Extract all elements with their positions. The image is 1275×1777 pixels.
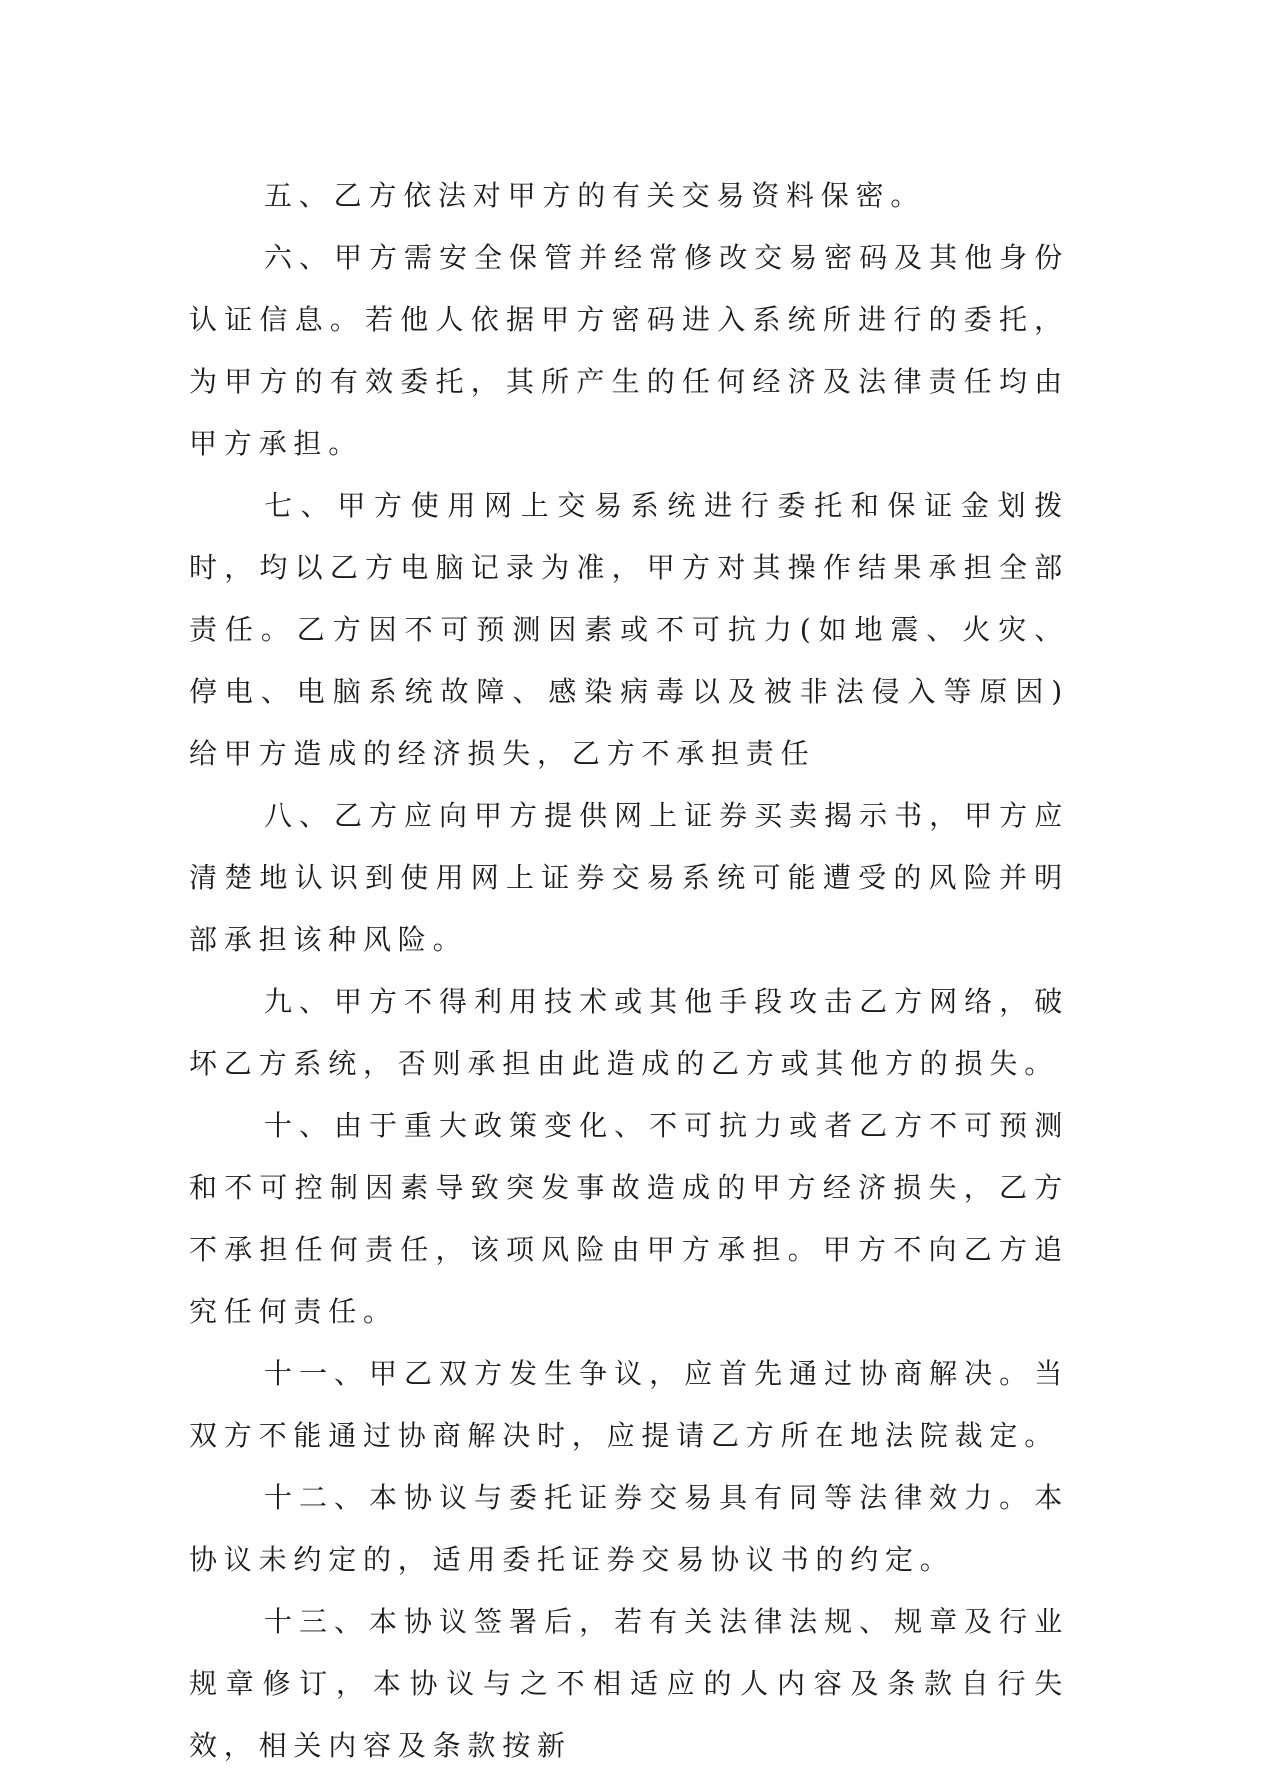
clause-5: 五、乙方依法对甲方的有关交易资料保密。 <box>264 179 926 212</box>
clause-6: 六、甲方需安全保管并经常修改交易密码及其他身份认证信息。若他人依据甲方密码进入系统所进行的委托，为甲方的有效委托，其所产生的任何经济及法律责任均由甲方承担。 <box>189 241 1069 460</box>
clause-12: 十二、本协议与委托证券交易具有同等法律效力。本协议未约定的，适用委托证券交易协议书的约定。 <box>189 1481 1069 1576</box>
document-body <box>189 165 1069 1777</box>
clause-13: 十三、本协议签署后，若有关法律法规、规章及行业规章修订，本协议与之不相适应的人内容及条款自行失效，相关内容及条款按新 <box>189 1605 1069 1762</box>
clause-11: 十一、甲乙双方发生争议，应首先通过协商解决。当双方不能通过协商解决时，应提请乙方所在地法院裁定。 <box>189 1357 1069 1452</box>
clause-9: 九、甲方不得利用技术或其他手段攻击乙方网络，破坏乙方系统，否则承担由此造成的乙方或其他方的损失。 <box>189 985 1069 1080</box>
clause-8: 八、乙方应向甲方提供网上证券买卖揭示书，甲方应清楚地认识到使用网上证券交易系统可能遭受的风险并明部承担该种风险。 <box>189 799 1069 956</box>
clause-7: 七、甲方使用网上交易系统进行委托和保证金划拨时，均以乙方电脑记录为准，甲方对其操作结果承担全部责任。乙方因不可预测因素或不可抗力(如地震、火灾、停电、电脑系统故障、感染病毒以及被非法侵入等原因)给甲方造成的经济损失，乙方不承担责任 <box>189 489 1069 770</box>
clause-10: 十、由于重大政策变化、不可抗力或者乙方不可预测和不可控制因素导致突发事故造成的甲方经济损失，乙方不承担任何责任，该项风险由甲方承担。甲方不向乙方追究任何责任。 <box>189 1109 1069 1328</box>
